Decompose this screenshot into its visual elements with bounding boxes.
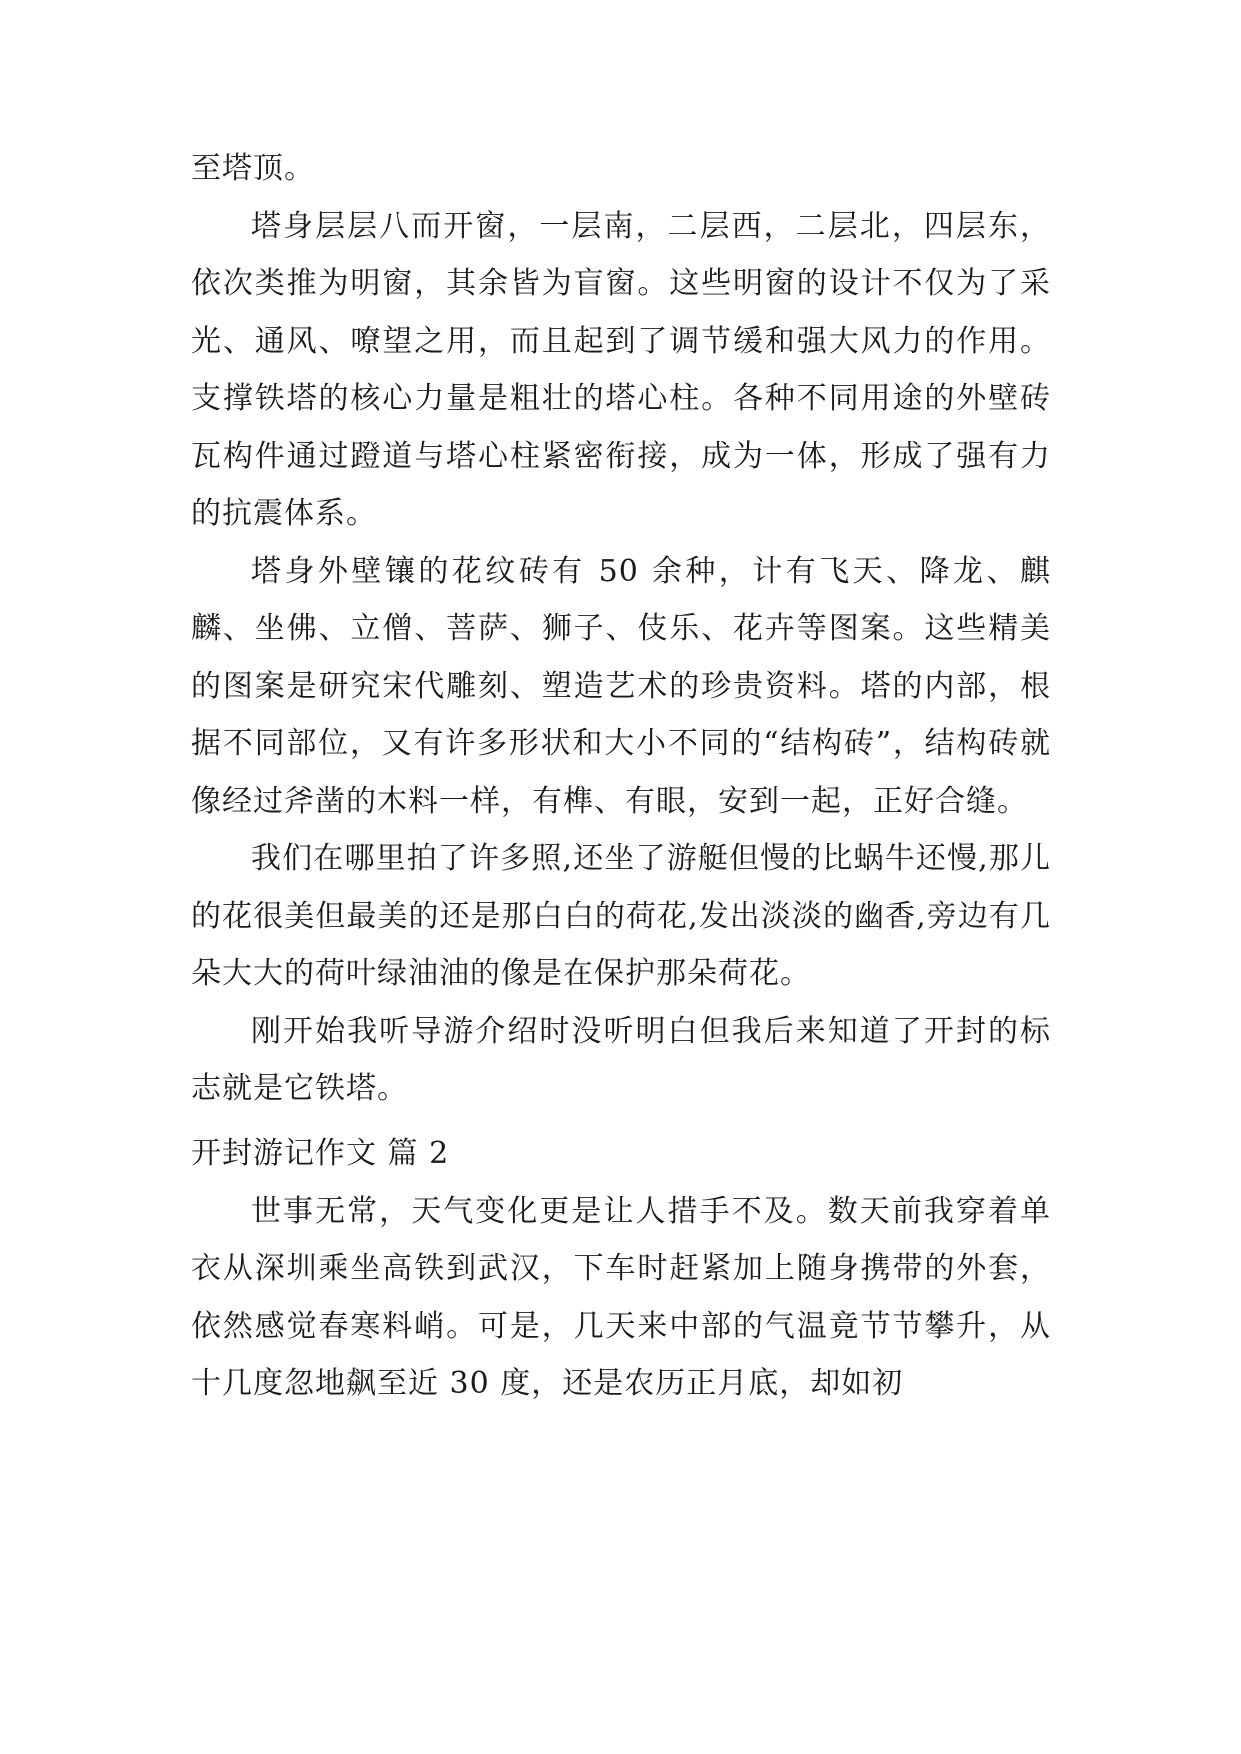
article-body-part-2 [191,1125,1051,1413]
paragraph-weather: 世事无常，天气变化更是让人措手不及。数天前我穿着单衣从深圳乘坐高铁到武汉，下车时赶紧加上随身携带的外套，依然感觉春寒料峭。可是，几天来中部的气温竟节节攀升，从十几度忽地飙至近 30 度，还是农历正月底，却如初 [191,1193,1051,1401]
essay-heading: 开封游记作文 篇 2 [191,1136,450,1171]
paragraph-landmark: 刚开始我听导游介绍时没听明白但我后来知道了开封的标志就是它铁塔。 [191,1013,1051,1106]
paragraph-windows: 塔身层层八而开窗，一层南，二层西，二层北，四层东，依次类推为明窗，其余皆为盲窗。这些明窗的设计不仅为了采光、通风、嘹望之用，而且起到了调节缓和强大风力的作用。支撑铁塔的核心力量是粗壮的塔心柱。各种不同用途的外壁砖瓦构件通过蹬道与塔心柱紧密衔接，成为一体，形成了强有力的抗震体系。 [191,208,1051,531]
paragraph-bricks: 塔身外壁镶的花纹砖有 50 余种，计有飞天、降龙、麒麟、坐佛、立僧、菩萨、狮子、伎乐、花卉等图案。这些精美的图案是研究宋代雕刻、塑造艺术的珍贵资料。塔的内部，根据不同部位，又有许多形状和大小不同的“结构砖”，结构砖就像经过斧凿的木料一样，有榫、有眼，安到一起，正好合缝。 [191,553,1051,819]
article-body-part-1 [191,140,1051,1118]
paragraph-continuation: 至塔顶。 [191,151,315,186]
paragraph-photos: 我们在哪里拍了许多照,还坐了游艇但慢的比蜗牛还慢,那儿的花很美但最美的还是那白白的荷花,发出淡淡的幽香,旁边有几朵大大的荷叶绿油油的像是在保护那朵荷花。 [191,841,1051,991]
